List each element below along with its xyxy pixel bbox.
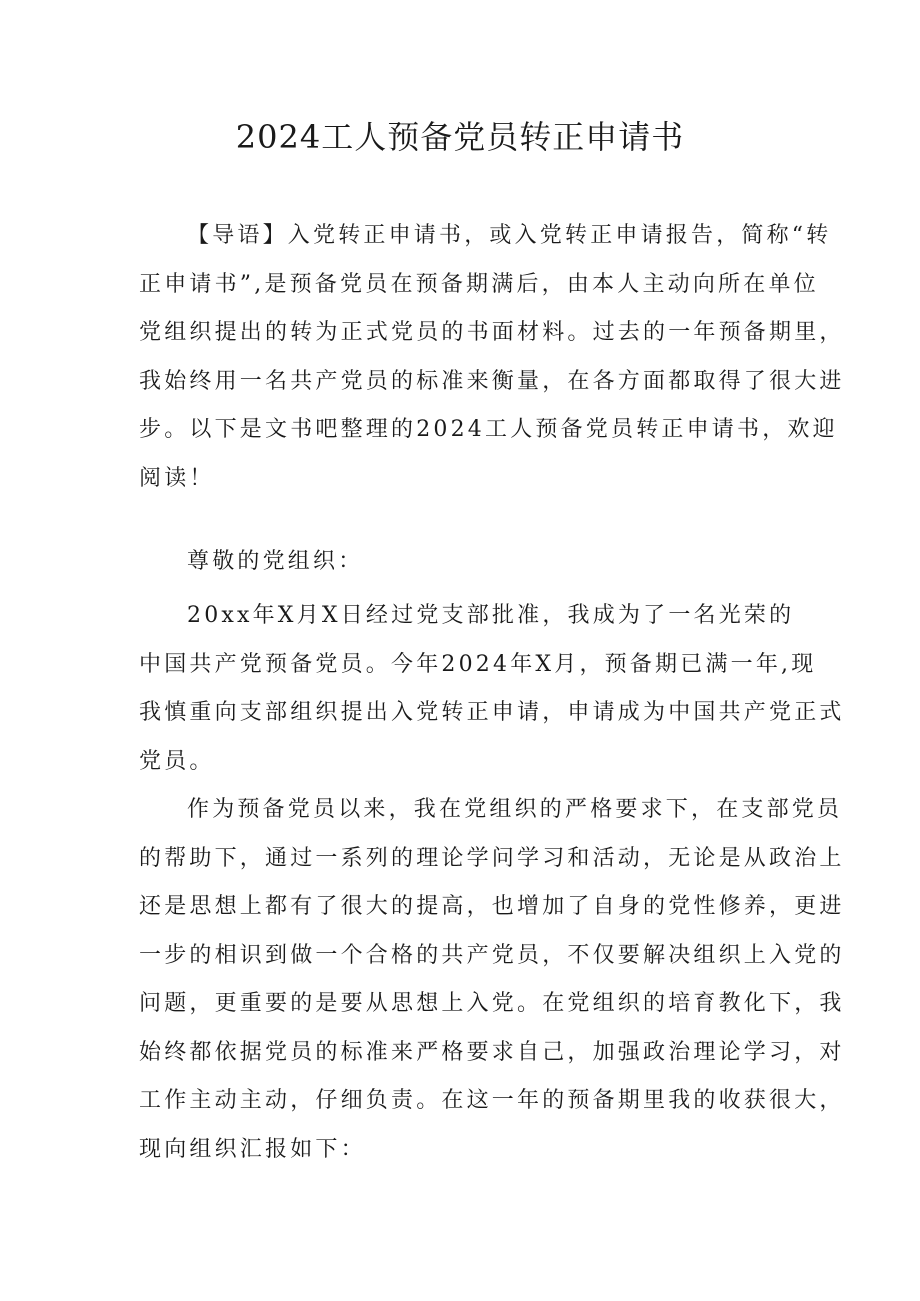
paragraph-line: 我慎重向支部组织提出入党转正申请，申请成为中国共产党正式 xyxy=(139,700,845,725)
paragraph-line: 中国共产党预备党员。今年2024年X月，预备期已满一年,现 xyxy=(139,651,817,677)
intro-line: 阅读！ xyxy=(139,465,215,491)
intro-line: 【导语】入党转正申请书，或入党转正申请报告，简称“转 xyxy=(187,223,832,248)
document-title: 2024工人预备党员转正申请书 xyxy=(235,118,685,156)
intro-line: 党组织提出的转为正式党员的书面材料。过去的一年预备期里， xyxy=(139,320,845,345)
salutation xyxy=(139,538,799,587)
intro-line: 我始终用一名共产党员的标准来衡量，在各方面都取得了很大进 xyxy=(139,368,845,394)
paragraph-line: 一步的相识到做一个合格的共产党员，不仅要解决组织上入党的 xyxy=(139,942,845,968)
paragraph-line: 始终都依据党员的标准来严格要求自己，加强政治理论学习，对 xyxy=(139,1039,845,1065)
intro-paragraph xyxy=(139,212,845,503)
intro-line: 步。以下是文书吧整理的2024工人预备党员转正申请书，欢迎 xyxy=(139,417,838,442)
body-paragraph-1 xyxy=(139,592,845,786)
paragraph-line: 工作主动主动，仔细负责。在这一年的预备期里我的收获很大， xyxy=(139,1088,845,1113)
paragraph-line: 20xx年X月X日经过党支部批准，我成为了一名光荣的 xyxy=(187,603,795,628)
paragraph-line: 作为预备党员以来，我在党组织的严格要求下，在支部党员 xyxy=(187,797,843,822)
paragraph-line: 党员。 xyxy=(139,748,215,774)
paragraph-line: 的帮助下，通过一系列的理论学问学习和活动，无论是从政治上 xyxy=(139,845,845,871)
body-paragraph-2 xyxy=(139,786,845,1174)
paragraph-line: 问题，更重要的是要从思想上入党。在党组织的培育教化下，我 xyxy=(139,991,845,1016)
intro-line: 正申请书”,是预备党员在预备期满后，由本人主动向所在单位 xyxy=(139,271,819,297)
paragraph-line: 现向组织汇报如下： xyxy=(139,1136,366,1162)
salutation-text: 尊敬的党组织： xyxy=(187,549,364,574)
paragraph-line: 还是思想上都有了很大的提高，也增加了自身的党性修养，更进 xyxy=(139,894,845,919)
